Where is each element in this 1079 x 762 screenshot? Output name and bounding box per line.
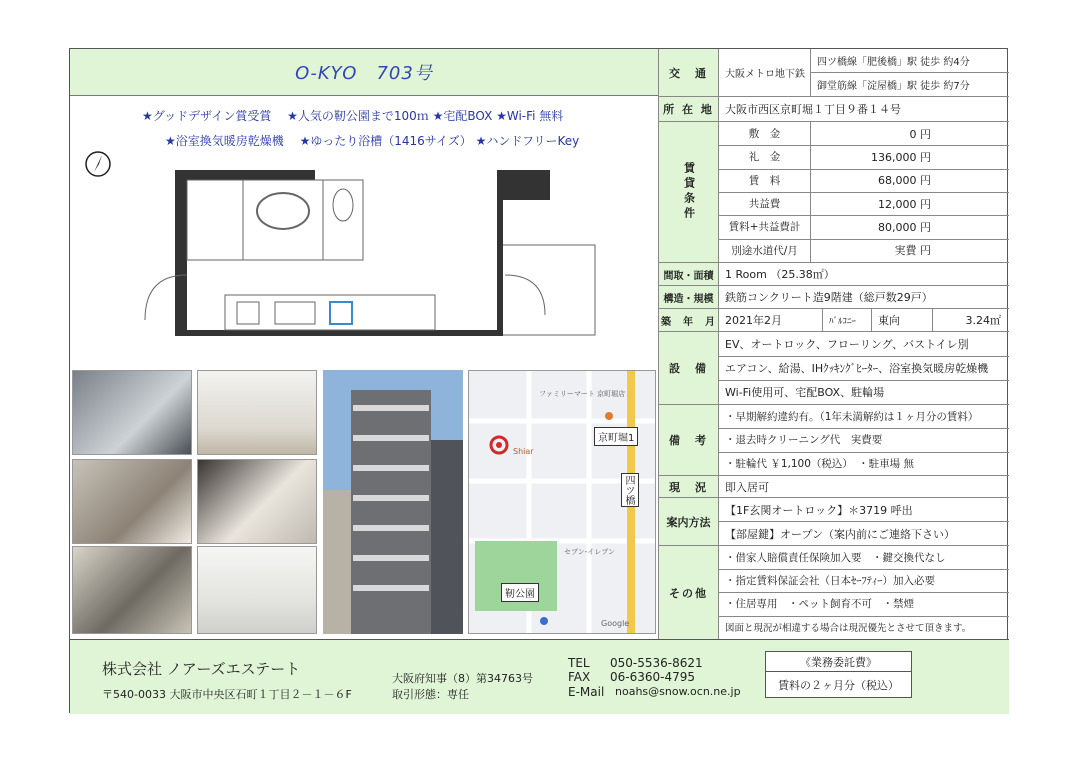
rent-item-name: 礼 金 xyxy=(748,151,781,164)
other-line: 図面と現況が相違する場合は現況優先とさせて頂きます。 xyxy=(725,623,972,635)
rent-row-divider xyxy=(718,239,1009,240)
equipment-line: EV、オートロック、フローリング、バストイレ別 xyxy=(725,338,969,351)
fee-title: 《業務委託費》 xyxy=(766,652,911,672)
company-name: 株式会社 ノアーズエステート xyxy=(102,660,301,678)
balcony-area: 3.24㎡ xyxy=(965,314,1001,327)
balcony-direction: 東向 xyxy=(878,314,900,327)
other-label: その他 xyxy=(659,546,718,639)
guide-line-1: 【1F玄関オートロック】＊3719 呼出 xyxy=(725,503,913,517)
fax-label: FAX xyxy=(568,670,591,684)
tel-number[interactable]: 050-5536-8621 xyxy=(610,656,703,670)
rent-item-name: 賃料+共益費計 xyxy=(728,221,801,234)
other-divider xyxy=(718,592,1009,593)
map-label-yotsubashi: 四ツ橋 xyxy=(621,473,639,507)
rent-item-value: 0 円 xyxy=(909,127,931,141)
transport-route-2: 御堂筋線「淀屋橋」駅 徒歩 約7分 xyxy=(817,81,970,92)
other-divider xyxy=(718,569,1009,570)
listing-sheet xyxy=(69,48,1008,713)
rent-item-value: 68,000 円 xyxy=(878,174,931,188)
rent-item-value: 136,000 円 xyxy=(871,150,931,164)
building-exterior-photo xyxy=(323,370,463,634)
address-label: 所 在 地 xyxy=(659,97,718,121)
transport-route-1: 四ツ橋線「肥後橋」駅 徒歩 約4分 xyxy=(817,57,970,68)
lobby-photo xyxy=(72,546,192,634)
floor-plan xyxy=(125,165,605,345)
other-line: ・借家人賠償責任保険加入要 ・鍵交換代なし xyxy=(725,552,946,564)
other-line: ・指定賃料保証会社（日本ｾｰﾌﾃｨｰ）加入必要 xyxy=(725,575,935,588)
rent-row-divider xyxy=(718,145,1009,146)
remarks-divider xyxy=(718,452,1009,453)
guide-label: 案内方法 xyxy=(659,498,718,545)
features-line-2: ★浴室換気暖房乾燥機 ★ゆったり浴槽（1416サイズ） ★ハンドフリーKey xyxy=(165,134,580,148)
tel-label: TEL xyxy=(568,656,590,670)
entrance-photo xyxy=(72,370,192,455)
room-photo xyxy=(197,370,317,455)
layout-value: 1 Room （25.38㎡） xyxy=(725,268,835,281)
rent-row-divider xyxy=(718,169,1009,170)
email-address[interactable]: noahs@snow.ocn.ne.jp xyxy=(615,685,741,698)
bathroom-photo xyxy=(197,546,317,634)
map-shop-label: Shiar xyxy=(513,447,534,456)
rent-item-value: 80,000 円 xyxy=(878,220,931,234)
equipment-divider xyxy=(718,356,1009,357)
map-store-label-2: セブン-イレブン xyxy=(564,548,615,556)
address-value: 大阪市西区京町堀１丁目９番１４号 xyxy=(725,103,901,116)
remarks-line: ・退去時クリーニング代 実費要 xyxy=(725,434,883,447)
remarks-line: ・早期解約違約有。（1年未満解約は１ヶ月分の賃料） xyxy=(725,411,979,423)
property-title: O-KYO 703号 xyxy=(70,49,658,96)
built-value: 2021年2月 xyxy=(725,314,782,327)
map-label-kyomachibori: 京町堀1 xyxy=(594,427,638,446)
structure-label: 構造・規模 xyxy=(659,286,718,308)
equipment-divider xyxy=(718,380,1009,381)
equipment-line: Wi-Fi使用可、宅配BOX、駐輪場 xyxy=(725,386,885,399)
transport-label: 交 通 xyxy=(659,49,718,96)
other-line: ・住居専用 ・ペット飼育不可 ・禁煙 xyxy=(725,598,914,611)
rent-item-value: 実費 円 xyxy=(894,244,931,258)
rent-row-divider xyxy=(718,192,1009,193)
fee-box xyxy=(765,651,912,698)
rent-item-name: 共益費 xyxy=(748,198,781,211)
structure-value: 鉄筋コンクリート造9階建（総戸数29戸） xyxy=(725,291,933,304)
rent-item-name: 別途水道代/月 xyxy=(731,244,798,257)
layout-label: 間取・面積 xyxy=(659,263,718,285)
email-label: E-Mail xyxy=(568,685,605,699)
other-divider xyxy=(718,616,1009,617)
map-store-label-1: ファミリーマート 京町堀店 xyxy=(539,390,626,398)
status-label: 現 況 xyxy=(659,476,718,497)
built-label: 築 年 月 xyxy=(659,309,718,331)
map-label-park: 靭公園 xyxy=(501,583,539,602)
remarks-line: ・駐輪代 ￥1,100（税込） ・駐車場 無 xyxy=(725,457,914,470)
company-address: 〒540-0033 大阪市中央区石町１丁目２－１－６F xyxy=(102,688,352,701)
north-arrow-icon xyxy=(84,150,112,178)
balcony-label: ﾊﾞﾙｺﾆｰ xyxy=(829,316,857,327)
rent-item-name: 賃 料 xyxy=(748,174,781,187)
area-map xyxy=(468,370,656,634)
fax-number: 06-6360-4795 xyxy=(610,670,696,684)
fee-value: 賃料の２ヶ月分（税込） xyxy=(778,679,899,692)
equipment-label: 設 備 xyxy=(659,332,718,404)
transport-line: 大阪メトロ地下鉄 xyxy=(725,69,805,80)
mailbox-photo xyxy=(72,459,192,544)
license-number: 大阪府知事（8）第34763号 xyxy=(392,672,533,685)
equipment-line: エアコン、給湯、IHｸｯｷﾝｸﾞﾋｰﾀｰ、浴室換気暖房乾燥機 xyxy=(725,362,989,375)
remarks-divider xyxy=(718,428,1009,429)
rent-item-value: 12,000 円 xyxy=(878,197,931,211)
rent-row-divider xyxy=(718,215,1009,216)
rent-item-name: 敷 金 xyxy=(748,128,781,141)
remarks-label: 備 考 xyxy=(659,405,718,475)
trade-type: 取引形態：専任 xyxy=(392,688,469,701)
status-value: 即入居可 xyxy=(725,480,769,494)
guide-line-2: 【部屋鍵】オープン（案内前にご連絡下さい） xyxy=(725,527,956,541)
features-line-1: ★グッドデザイン賞受賞 ★人気の靭公園まで100ｍ ★宅配BOX ★Wi-Fi 無料 xyxy=(142,109,564,123)
rent-label: 賃貸条件 xyxy=(659,122,718,262)
google-logo: Google xyxy=(601,619,630,628)
kitchen-photo xyxy=(197,459,317,544)
